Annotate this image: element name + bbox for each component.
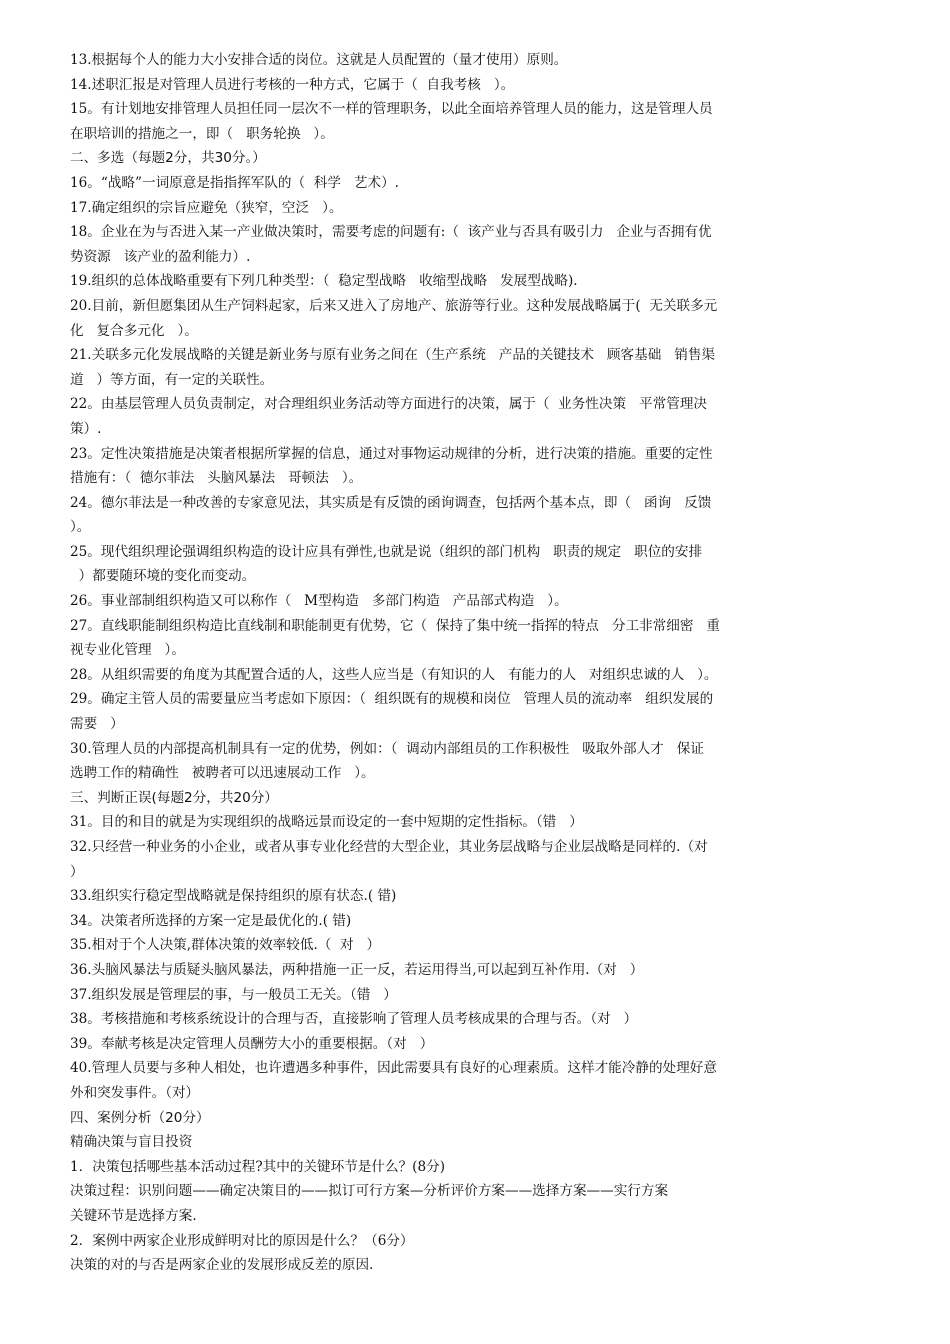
text-line: 决策的对的与否是两家企业的发展形成反差的原因.: [70, 1257, 374, 1274]
text-line: 14.述职汇报是对管理人员进行考核的一种方式，它属于（ 自我考核 ）。: [70, 76, 515, 93]
text-line: 35.相对于个人决策,群体决策的效率较低.（ 对 ）: [70, 937, 381, 954]
text-line: 道 ）等方面，有一定的关联性。: [70, 371, 274, 388]
text-line: 30.管理人员的内部提高机制具有一定的优势，例如：（ 调动内部组员的工作积极性 吸取外部人才 保证: [70, 740, 704, 757]
text-line: 21.关联多元化发展战略的关键是新业务与原有业务之间在（生产系统 产品的关键技术 顾客基础 销售渠: [70, 347, 716, 364]
text-line: 视专业化管理 ）。: [70, 642, 185, 659]
text-line: 外和突发事件。（对）: [70, 1084, 200, 1101]
text-line: ）都要随环境的变化而变动。: [70, 568, 256, 585]
text-line: 28。从组织需要的角度为其配置合适的人，这些人应当是（有知识的人 有能力的人 对组织忠诚的人 ）。: [70, 666, 718, 683]
text-line: 25。现代组织理论强调组织构造的设计应具有弹性,也就是说（组织的部门机构 职责的规定 职位的安排: [70, 543, 703, 560]
text-line: 化 复合多元化 ）。: [70, 322, 198, 339]
text-line: 20.目前，新但愿集团从生产饲料起家，后来又进入了房地产、旅游等行业。这种发展战略属于( 无关联多元: [70, 297, 718, 314]
text-line: 需要 ）: [70, 716, 124, 733]
text-line: 策）.: [70, 420, 102, 437]
section-heading: 二、多选（每题2分，共30分。）: [70, 150, 266, 167]
text-line: 38。考核措施和考核系统设计的合理与否，直接影响了管理人员考核成果的合理与否。（对 ）: [70, 1011, 638, 1028]
text-line: 31。目的和目的就是为实现组织的战略远景而设定的一套中短期的定性指标。（错 ）: [70, 814, 583, 831]
text-line: ）: [70, 863, 84, 880]
text-line: 39。奉献考核是决定管理人员酬劳大小的重要根据。（对 ）: [70, 1035, 434, 1052]
text-line: 33.组织实行稳定型战略就是保持组织的原有状态.( 错): [70, 888, 397, 905]
text-line: 19.组织的总体战略重要有下列几种类型：（ 稳定型战略 收缩型战略 发展型战略).: [70, 273, 578, 290]
text-line: 24。德尔菲法是一种改善的专家意见法，其实质是有反馈的函询调查，包括两个基本点，即（ 函询 反馈: [70, 494, 712, 511]
text-line: 32.只经营一种业务的小企业，或者从事专业化经营的大型企业，其业务层战略与企业层战略是同样的.（对: [70, 839, 708, 855]
case-title: 精确决策与盲目投资: [70, 1134, 193, 1151]
text-line: 关键环节是选择方案.: [70, 1207, 197, 1224]
text-line: 27。直线职能制组织构造比直线制和职能制更有优势，它（ 保持了集中统一指挥的特点 分工非常细密 重: [70, 617, 720, 634]
text-line: 15。有计划地安排管理人员担任同一层次不一样的管理职务，以此全面培养管理人员的能力，这是管理人员: [70, 101, 713, 118]
text-line: 13.根据每个人的能力大小安排合适的岗位。这就是人员配置的（量才使用）原则。: [70, 52, 568, 68]
text-line: 29。确定主管人员的需要量应当考虑如下原因：（ 组织既有的规模和岗位 管理人员的流动率 组织发展的: [70, 691, 714, 708]
text-line: 26。事业部制组织构造又可以称作（ M型构造 多部门构造 产品部式构造 ）。: [70, 593, 568, 610]
text-line: 23。定性决策措施是决策者根据所掌握的信息，通过对事物运动规律的分析，进行决策的措施。重要的定性: [70, 445, 713, 462]
text-line: 36.头脑风暴法与质疑头脑风暴法，两种措施一正一反，若运用得当,可以起到互补作用.（对 ）: [70, 961, 644, 978]
text-line: 决策过程：识别问题——确定决策目的——拟订可行方案—分析评价方案——选择方案——实行方案: [70, 1183, 669, 1200]
section-heading: 四、案例分析（20分）: [70, 1109, 210, 1126]
text-line: ）。: [70, 519, 91, 536]
document-body: [70, 48, 880, 1278]
text-line: 37.组织发展是管理层的事，与一般员工无关。（错 ）: [70, 986, 397, 1003]
text-line: 17.确定组织的宗旨应避免（狭窄，空泛 ）。: [70, 199, 343, 216]
text-line: 措施有：（ 德尔菲法 头脑风暴法 哥顿法 ）。: [70, 470, 363, 487]
text-line: 22。由基层管理人员负责制定，对合理组织业务活动等方面进行的决策，属于（ 业务性决策 平常管理决: [70, 396, 708, 413]
text-line: 34。决策者所选择的方案一定是最优化的.( 错): [70, 912, 352, 929]
text-line: 选聘工作的精确性 被聘者可以迅速展动工作 ）。: [70, 765, 375, 782]
text-line: 1．决策包括哪些基本活动过程?其中的关键环节是什么？(8分): [70, 1158, 446, 1175]
text-line: 40.管理人员要与多种人相处，也许遭遇多种事件，因此需要具有良好的心理素质。这样才能冷静的处理好意: [70, 1060, 717, 1077]
text-line: 势资源 该产业的盈利能力）.: [70, 248, 251, 265]
section-heading: 三、判断正误(每题2分，共20分）: [70, 789, 278, 806]
text-line: 在职培训的措施之一，即（ 职务轮换 ）。: [70, 125, 334, 142]
text-line: 16。“战略”一词原意是指指挥军队的（ 科学 艺术）.: [70, 174, 399, 191]
text-line: 18。企业在为与否进入某一产业做决策时，需要考虑的问题有:（ 该产业与否具有吸引力 企业与否拥有优: [70, 224, 712, 241]
text-line: 2．案例中两家企业形成鲜明对比的原因是什么？（6分）: [70, 1232, 414, 1249]
